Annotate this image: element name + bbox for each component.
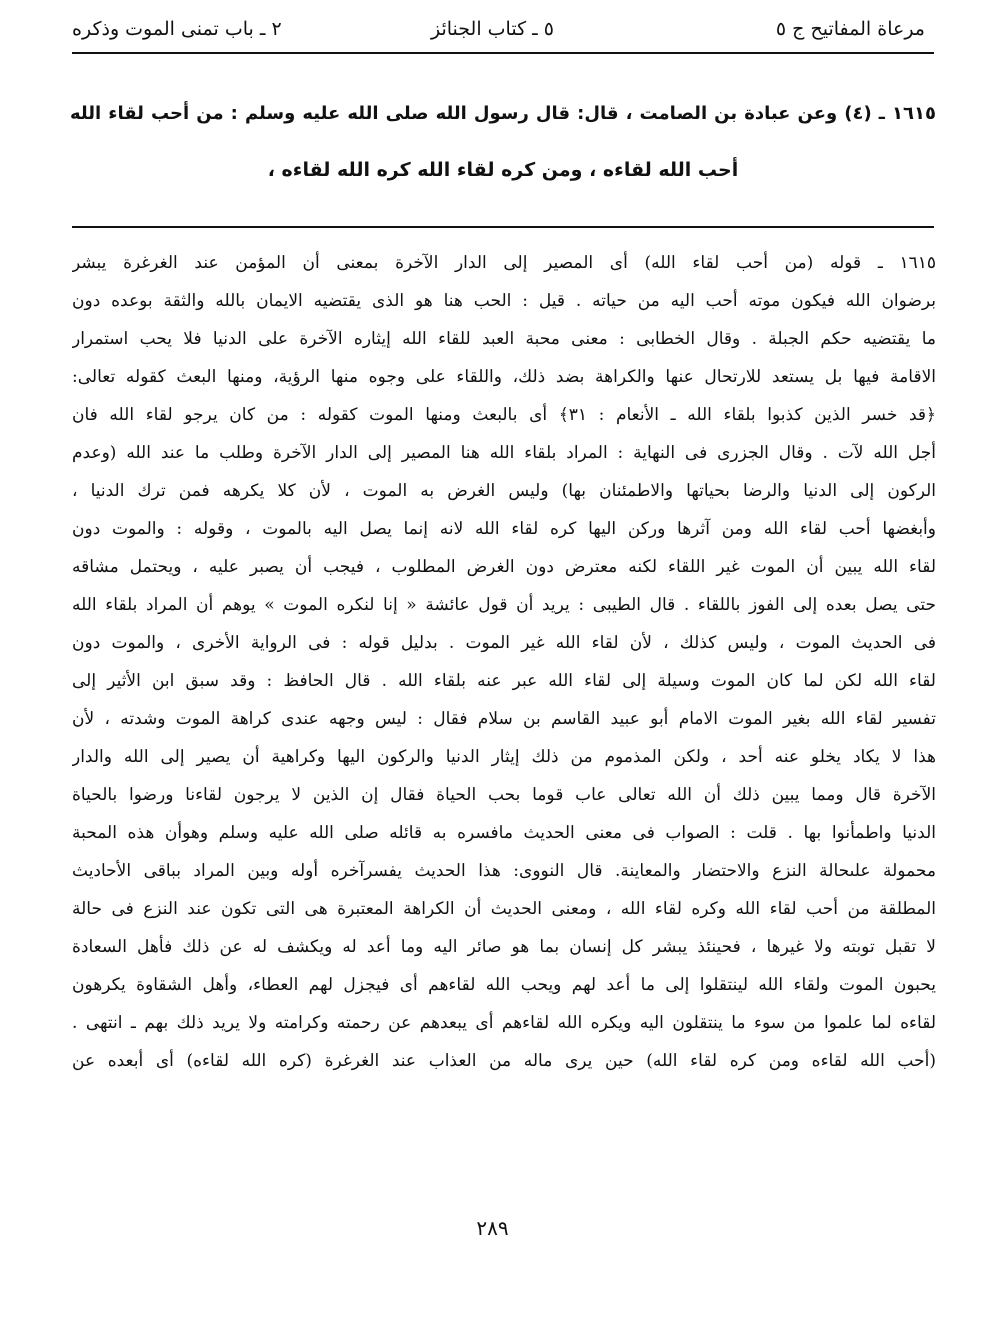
- commentary-line: لقاءه لما علموا من سوء ما ينتقلون اليه ويكره الله لقاءهم أى يبعدهم عن رحمته وكرامته ولا يريد ذلك بهم ـ انتهى .: [72, 1013, 936, 1033]
- hadith-line: ١٦١٥ ـ (٤) وعن عبادة بن الصامت ، قال: قال رسول الله صلى الله عليه وسلم : من أحب لقاء الله: [70, 103, 936, 124]
- commentary-line: فى الحديث الموت ، وليس كذلك ، لأن لقاء الله غير الموت . بدليل قوله : فى الرواية الأخرى ، والموت دون: [72, 633, 936, 653]
- commentary-line: لقاء الله يبين أن الموت غير اللقاء لكنه معترض دون الغرض المطلوب ، فيجب أن يصبر عليه ، ويحتمل مشاقه: [72, 557, 936, 577]
- commentary-line: برضوان الله فيكون موته أحب اليه من حياته . قيل : الحب هنا هو الذى يقتضيه الايمان بالله والثقة بوعده دون: [72, 291, 936, 311]
- commentary-line: المطلقة من أحب لقاء الله وكره لقاء الله ، ومعنى الحديث أن الكراهة المعتبرة هى التى تكون عند النزع فى حالة: [72, 899, 936, 919]
- commentary-line: وأبغضها أحب لقاء الله ومن آثرها وركن اليها كره لقاء الله لانه إنما يصل اليه بالموت ، وقوله : والموت دون: [72, 519, 936, 539]
- commentary-text: [72, 244, 936, 1080]
- commentary-line: الدنيا واطمأنوا بها . قلت : الصواب فى معنى الحديث مافسره به قائله صلى الله عليه وسلم وهوأن هذه المحبة: [72, 823, 936, 843]
- commentary-line: الآخرة قال ومما يبين ذلك أن الله تعالى عاب قوما بحب الحياة فقال إن الذين لا يرجون لقاءنا ورضوا بالحياة: [72, 785, 936, 805]
- header-divider: [72, 52, 934, 54]
- commentary-line: الركون إلى الدنيا والرضا بحياتها والاطمئنان بها) وليس الغرض به الموت ، لأن كلا يكرهه فمن ترك الدنيا ،: [72, 481, 936, 501]
- header-book-title: مرعاة المفاتيح ج ٥: [775, 18, 925, 40]
- section-divider: [72, 226, 934, 228]
- commentary-line: حتى يصل بعده إلى الفوز باللقاء . قال الطيبى : يريد أن قول عائشة « إنا لنكره الموت » يوهم أن المراد بلقاء الله: [72, 595, 936, 615]
- commentary-line: لا تقبل توبته ولا غيرها ، فحينئذ يبشر كل إنسان بما هو صائر اليه وما أعد له ويكشف له عن ذلك فأهل السعادة: [72, 937, 936, 957]
- commentary-line: يحبون الموت ولقاء الله لينتقلوا إلى ما أعد لهم ويحب الله لقاءهم أى فيجزل لهم العطاء، وأهل الشقاوة يكرهون: [72, 975, 936, 995]
- commentary-line: لقاء الله لكن لما كان الموت وسيلة إلى لقاء الله عبر عنه بلقاء الله . قال الحافظ : وقد سبق ابن الأثير إلى: [72, 671, 936, 691]
- commentary-line: الاقامة فيها بل يستعد للارتحال عنها والكراهة بضد ذلك، واللقاء على وجوه منها الرؤية، ومنها البعث كقوله تعالى:: [72, 367, 936, 387]
- commentary-line: هذا لا يكاد يخلو عنه أحد ، ولكن المذموم من ذلك إيثار الدنيا والركون اليها وكراهية أن يصير إلى الله والدار: [72, 747, 936, 767]
- commentary-line: ﴿قد خسر الذين كذبوا بلقاء الله ـ الأنعام : ٣١﴾ أى بالبعث ومنها الموت كقوله : من كان يرجو لقاء الله فان: [72, 405, 936, 425]
- commentary-line: (أحب الله لقاءه ومن كره لقاء الله) حين يرى ماله من العذاب عند الغرغرة (كره الله لقاءه) أى أبعده عن: [72, 1051, 936, 1071]
- commentary-line: أجل الله لآت . وقال الجزرى فى النهاية : المراد بلقاء الله هنا المصير إلى الدار الآخرة وطلب ما عند الله (وعدم: [72, 443, 936, 463]
- commentary-line: ما يقتضيه حكم الجبلة . وقال الخطابى : معنى محبة العبد للقاء الله إيثاره الآخرة على الدنيا فلا يحب استمرار: [72, 329, 936, 349]
- commentary-line: محمولة علىحالة النزع والاحتضار والمعاينة. قال النووى: هذا الحديث يفسرآخره أوله وبين المراد بباقى الأحاديث: [72, 861, 936, 881]
- commentary-line: ١٦١٥ ـ قوله (من أحب لقاء الله) أى المصير إلى الدار الآخرة بمعنى أن المؤمن عند الغرغرة يبشر: [72, 253, 936, 273]
- hadith-line: أحب الله لقاءه ، ومن كره لقاء الله كره الله لقاءه ،: [267, 159, 739, 181]
- page-number: ٢٨٩: [476, 1216, 509, 1240]
- header-chapter: ٥ ـ كتاب الجنائز: [431, 18, 554, 40]
- header-section: ٢ ـ باب تمنى الموت وذكره: [72, 18, 282, 40]
- hadith-text: [70, 86, 936, 198]
- commentary-line: تفسير لقاء الله بغير الموت الامام أبو عبيد القاسم بن سلام فقال : ليس وجهه عندى كراهة الموت وشدته ، لأن: [72, 709, 936, 729]
